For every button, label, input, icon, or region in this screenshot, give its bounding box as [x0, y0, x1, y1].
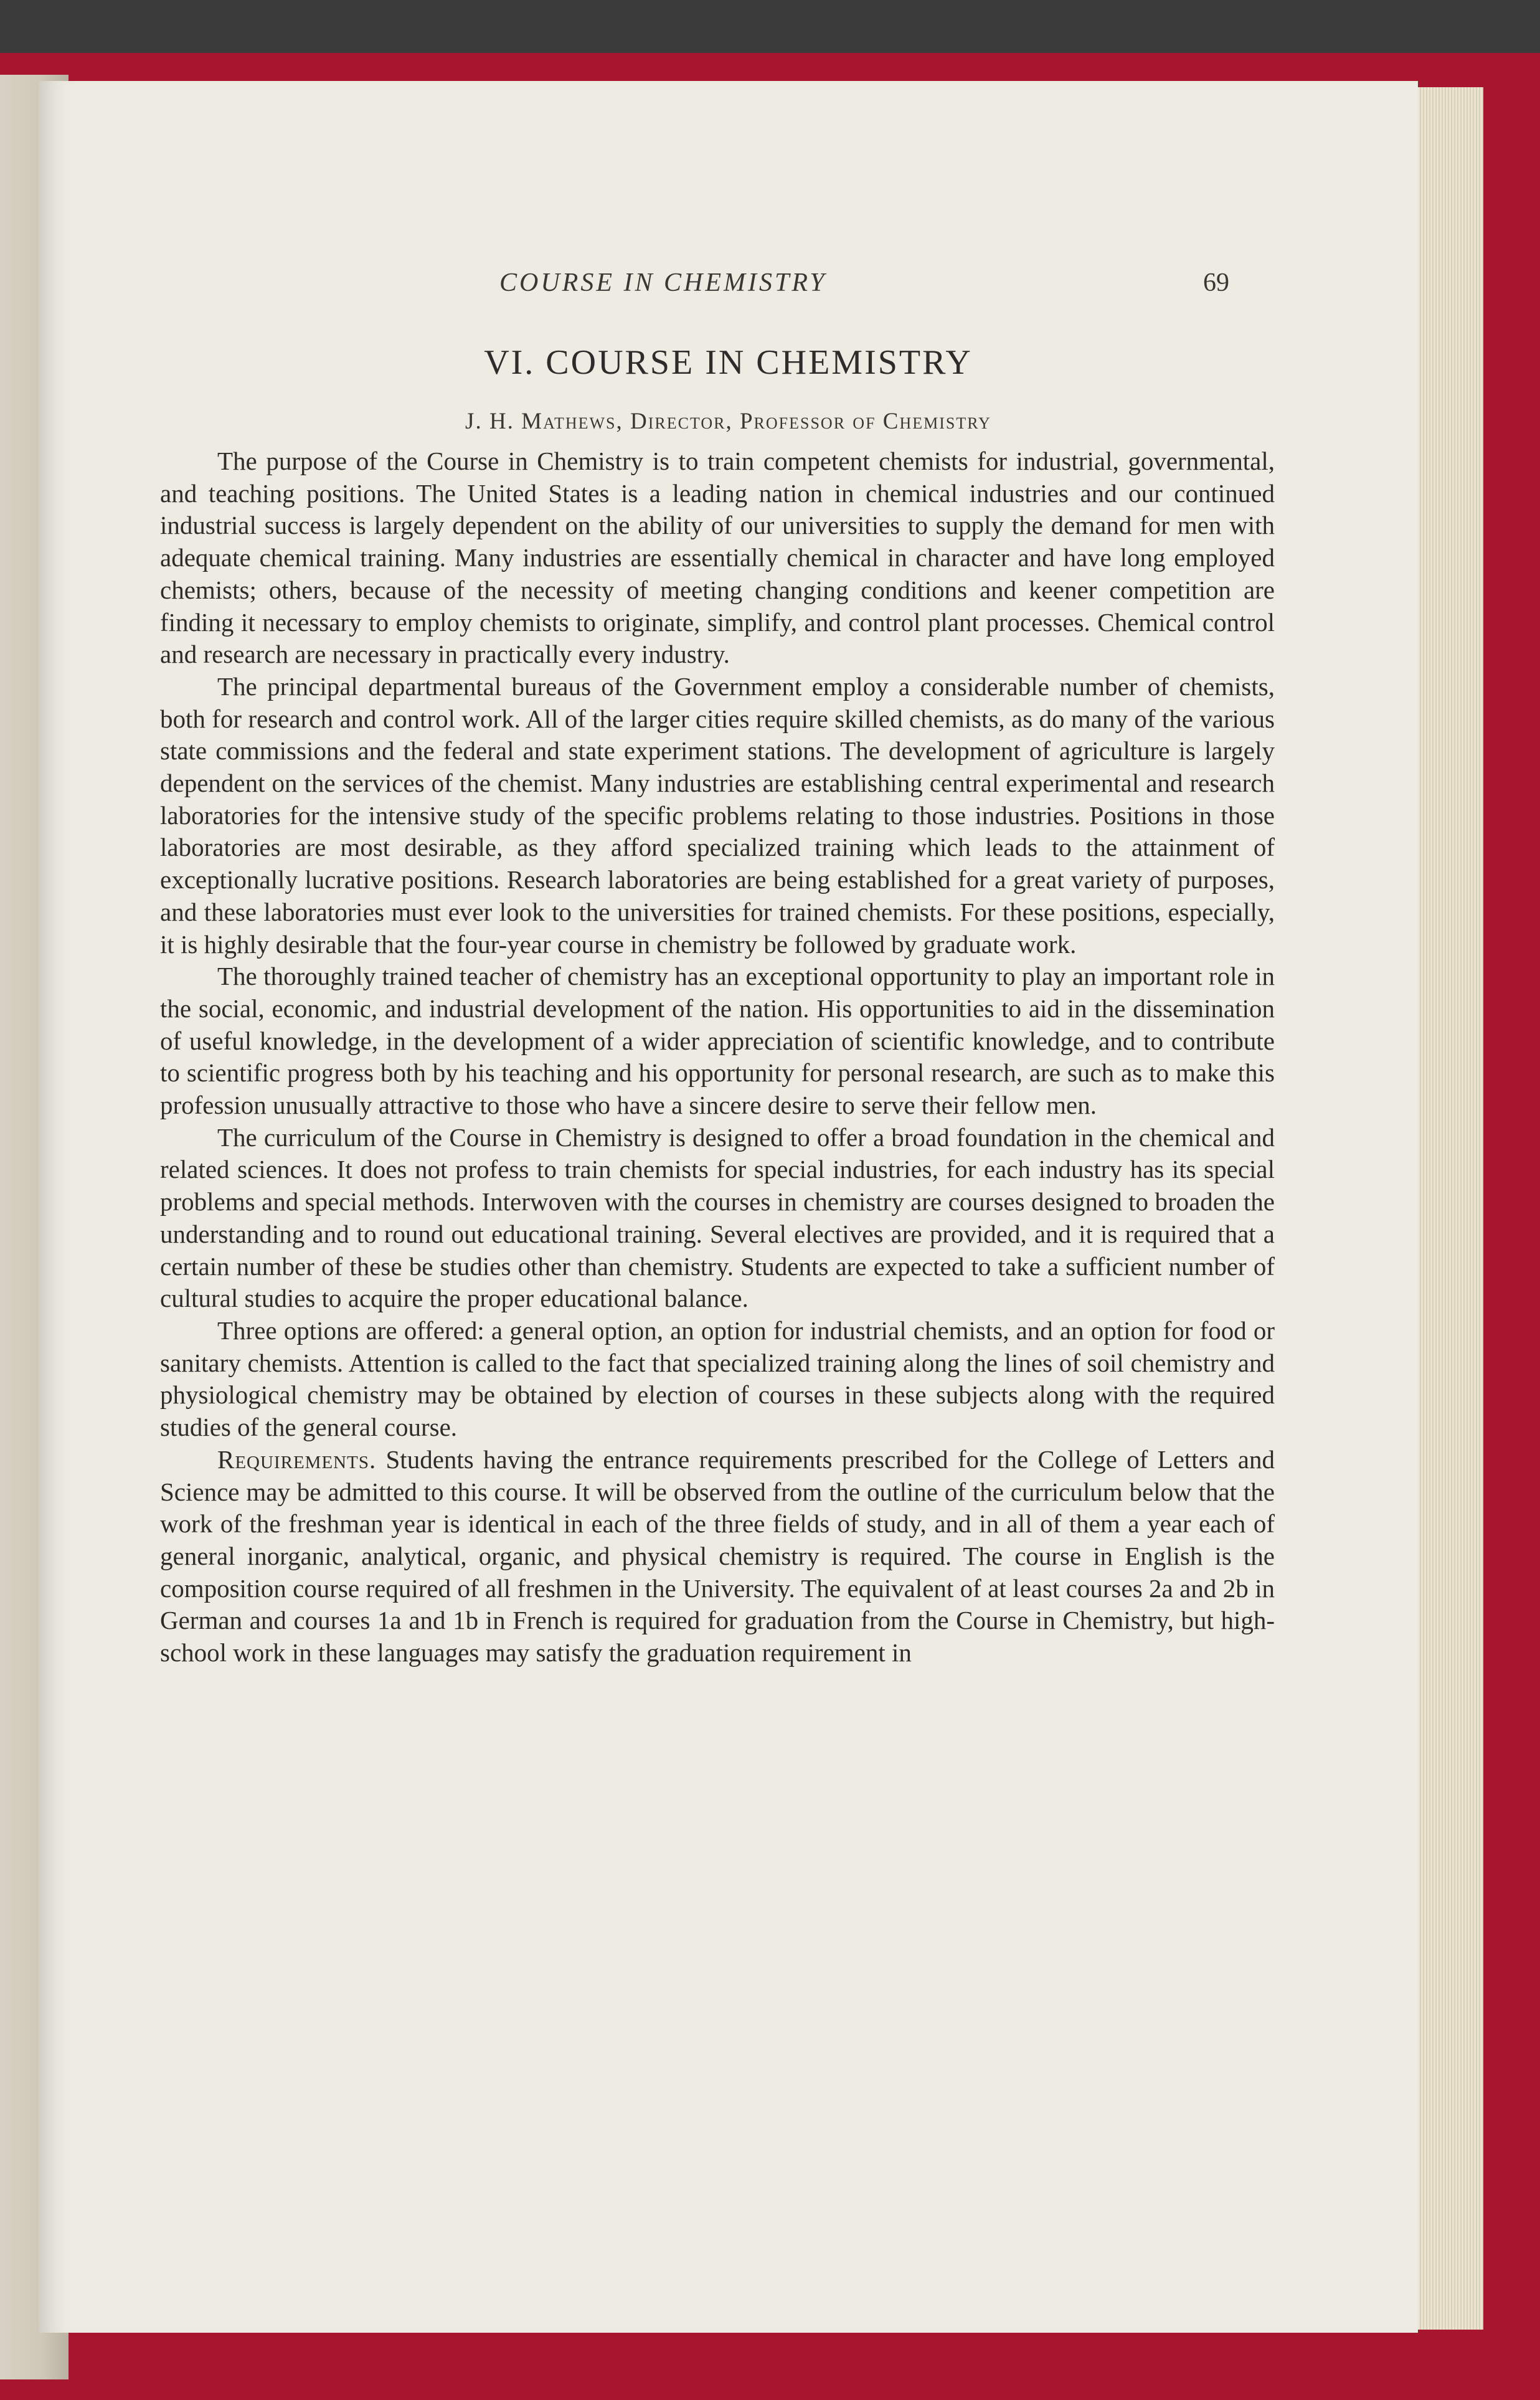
body-text	[160, 445, 1275, 1669]
paragraph-curriculum: The curriculum of the Course in Chemistry is designed to offer a broad foundation in the chemical and related sciences. It does not profess to train chemists for special industries, for each industry has its special problems and special methods. Interwoven with the courses in chemistry are courses designed to broaden the understanding and to round out educational training. Several electives are provided, and it is required that a certain number of these be studies other than chemistry. Students are expected to take a sufficient number of cultural studies to acquire the proper educational balance.	[160, 1122, 1275, 1313]
page-number: 69	[1203, 268, 1229, 297]
paragraph-government: The principal departmental bureaus of the Government employ a considerable number of chemists, both for research and control work. All of the larger cities require skilled chemists, as do many of the various state commissions and the federal and state experiment stations. The development of agriculture is largely dependent on the services of the chemist. Many industries are establishing central experimental and research laboratories for the intensive study of the specific problems relating to those industries. Positions in those laboratories are most desirable, as they afford specialized training which leads to the attainment of exceptionally lucrative positions. Research laboratories are being established for a great variety of purposes, and these laboratories must ever look to the universities for trained chemists. For these positions, especially, it is highly desirable that the four-year course in chemistry be followed by graduate work.	[160, 671, 1275, 959]
paragraph-options: Three options are offered: a general option, an option for industrial chemists, and an option for food or sanitary chemists. Attention is called to the fact that specialized training along the lines of soil chemistry and physiological chemistry may be obtained by election of courses in these subjects along with the required studies of the general course.	[160, 1316, 1275, 1442]
chapter-byline: J. H. Mathews, Director, Professor of Chemistry	[465, 409, 991, 434]
requirements-text: Students having the entrance requirements prescribed for the College of Letters and Science may be admitted to this course. It will be observed from the outline of the curriculum below that the work of the freshman year is identical in each of the three fields of study, and in all of them a year each of general inorganic, analytical, organic, and physical chemistry is required. The course in English is the composition course required of all freshmen in the University. The equivalent of at least courses 2a and 2b in German and courses 1a and 1b in French is required for graduation from the Course in Chemistry, but high-school work in these languages may satisfy the graduation requirement in	[160, 1444, 1275, 1667]
paragraph-teacher: The thoroughly trained teacher of chemistry has an exceptional opportunity to play an important role in the social, economic, and industrial development of the nation. His opportunities to aid in the dissemination of useful knowledge, in the development of a wider appreciation of scientific knowledge, and to contribute to scientific progress both by his teaching and his opportunity for personal research, are such as to make this profession unusually attractive to those who have a sincere desire to serve their fellow men.	[160, 962, 1275, 1120]
paragraph-requirements	[160, 1444, 1275, 1669]
chapter-title: VI. COURSE IN CHEMISTRY	[484, 343, 973, 382]
running-header	[39, 268, 1418, 311]
book-page	[39, 81, 1418, 2333]
requirements-label: Requirements.	[217, 1444, 377, 1474]
running-title: COURSE IN CHEMISTRY	[499, 268, 827, 297]
scan-background	[0, 0, 1540, 56]
paragraph-purpose: The purpose of the Course in Chemistry is to train competent chemists for industrial, governmental, and teaching positions. The United States is a leading nation in chemical industries and our continued industrial success is largely dependent on the ability of our universities to supply the demand for men with adequate chemical training. Many industries are essentially chemical in character and have long employed chemists; others, because of the necessity of meeting changing conditions and keener competition are finding it necessary to employ chemists to originate, simplify, and control plant processes. Chemical control and research are necessary in practically every industry.	[160, 447, 1275, 669]
